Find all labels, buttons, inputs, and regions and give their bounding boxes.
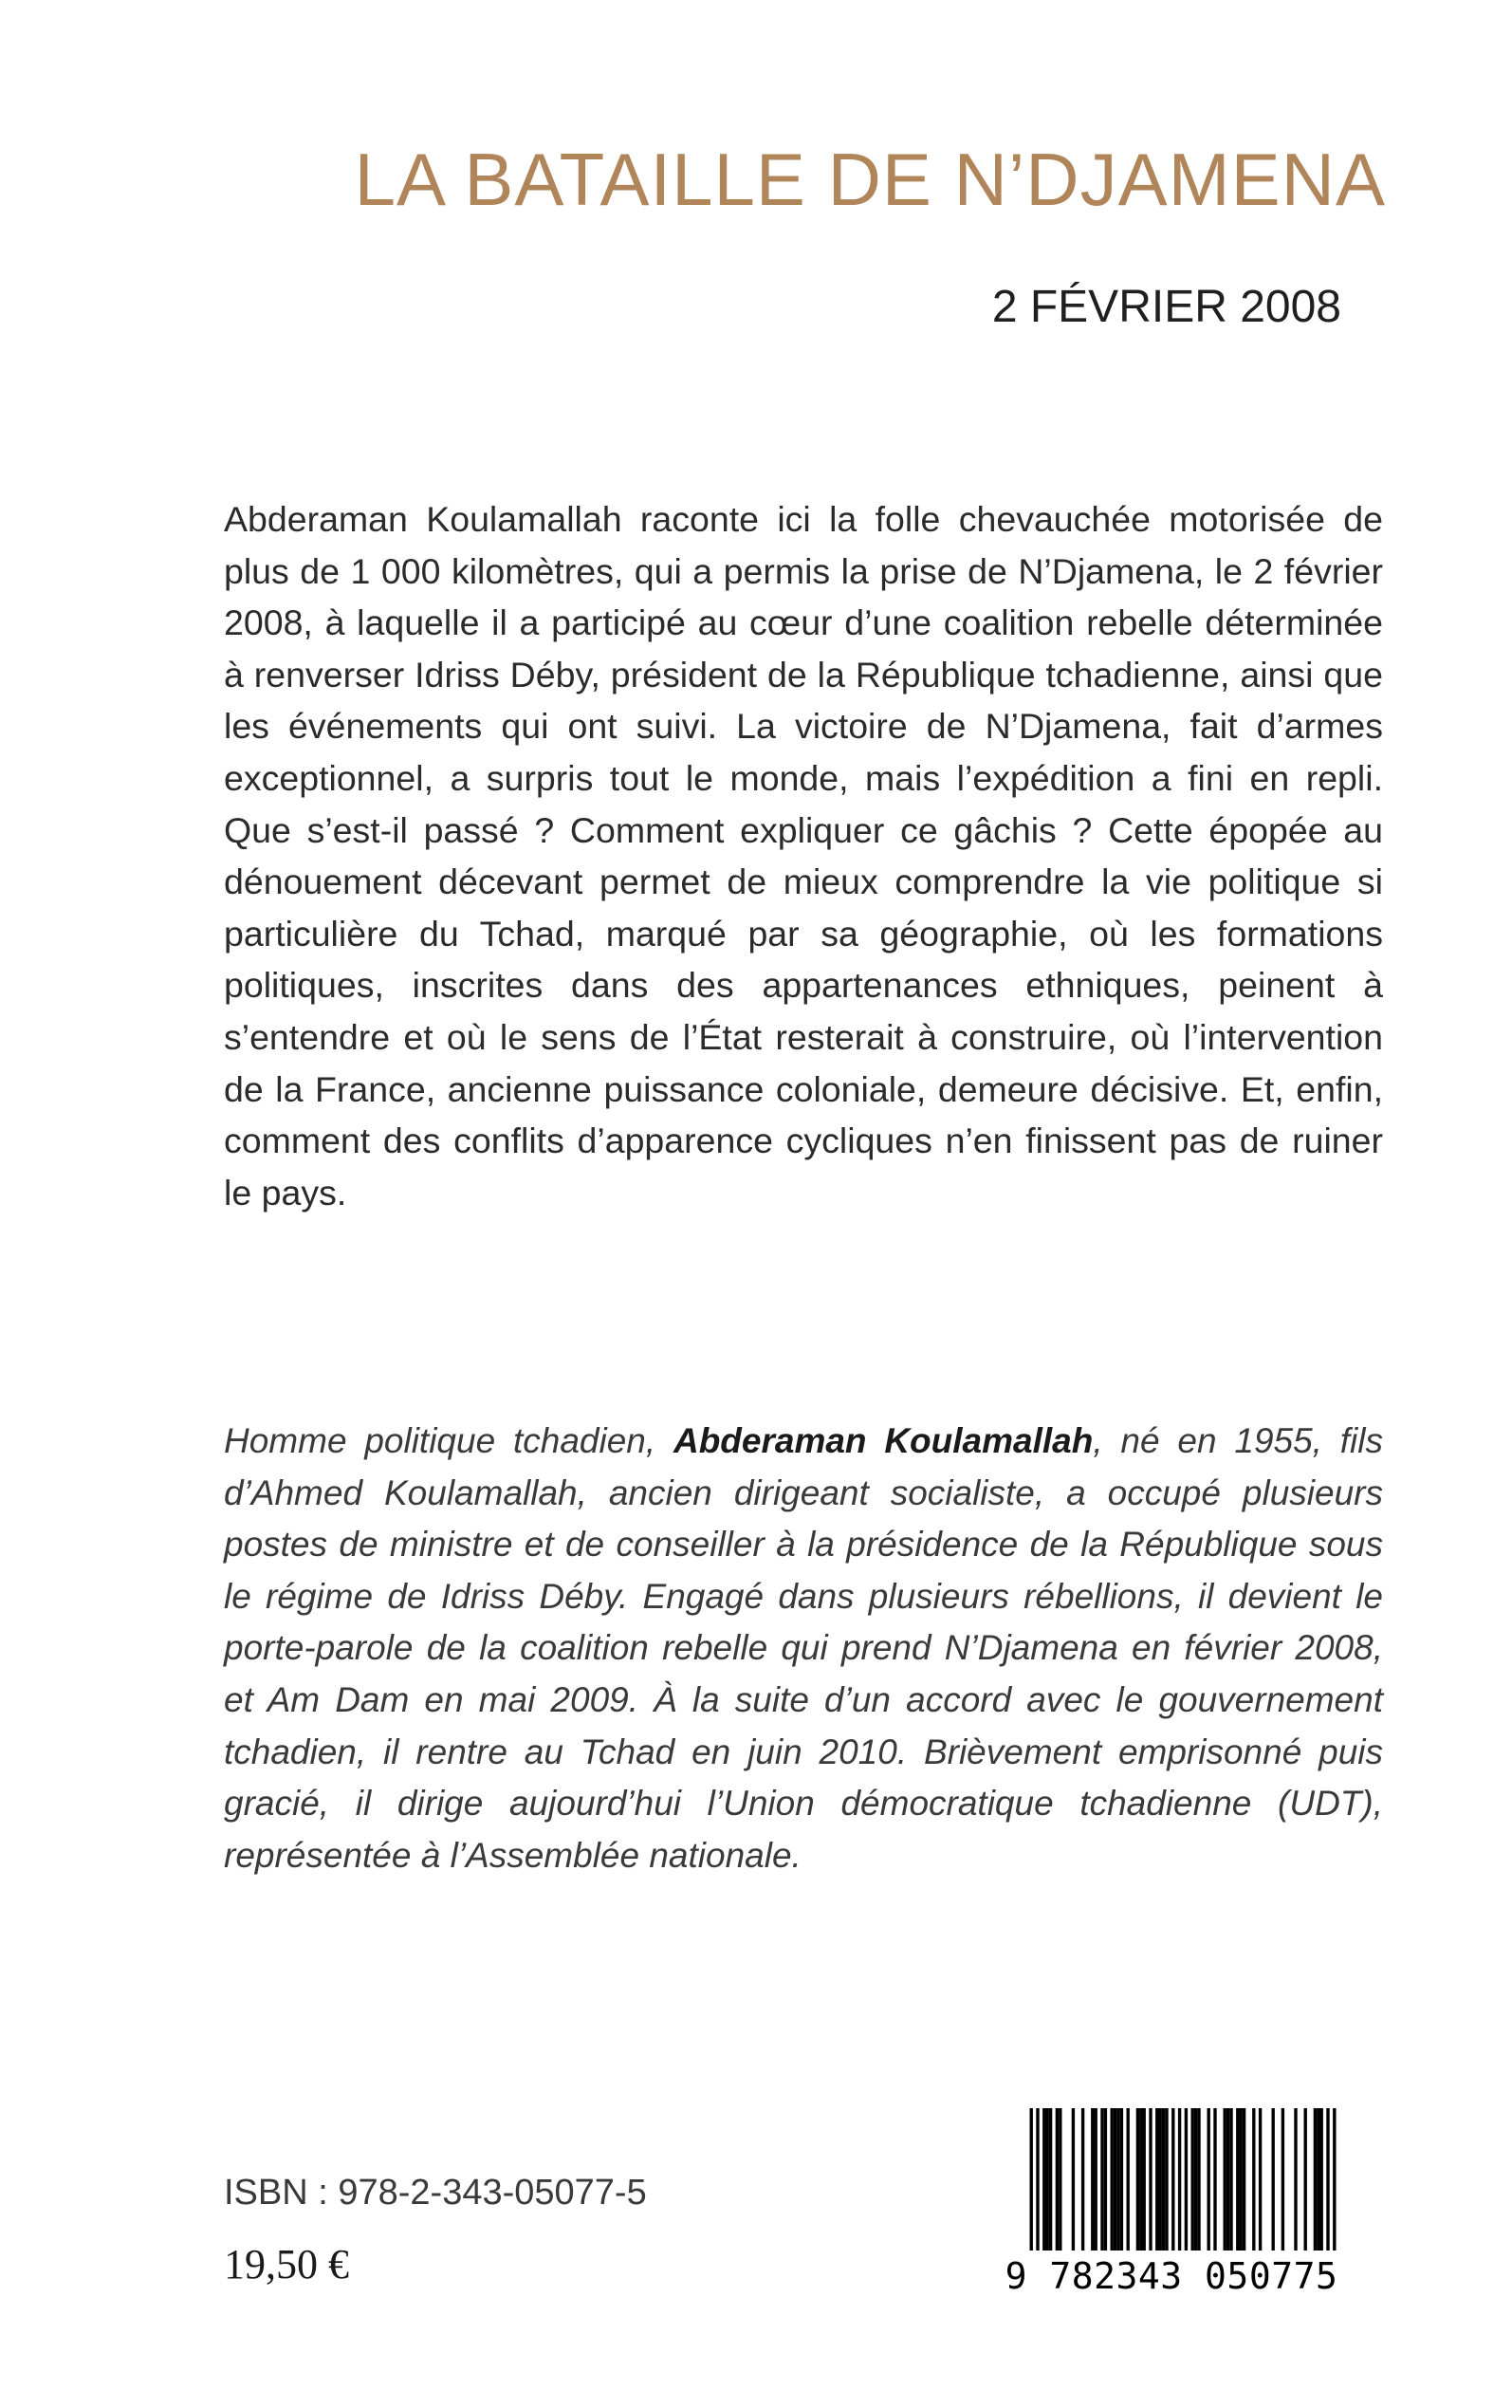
barcode-bar [1042,2108,1045,2251]
barcode-bar [1272,2108,1275,2251]
barcode-bar [1091,2108,1094,2251]
book-title: LA BATAILLE DE N’DJAMENA [354,138,1386,221]
barcode-bar [1046,2108,1049,2251]
barcode-bar [1155,2108,1158,2251]
barcode-bar [1252,2108,1255,2251]
author-bio-text: , né en 1955, fils d’Ahmed Koulamallah, ancien dirigeant socialiste, a occupé plusieurs postes de ministre et de conseiller à la présidence de la République sous le régime de Idriss Déby. Engagé dans plusieurs rébellions, il devient le porte-parole de la coalition rebelle qui prend N’Djamena en février 2008, et Am Dam en mai 2009. À la suite d’un accord avec le gouvernement tchadien, il rentre au Tchad en juin 2010. Brièvement emprisonné puis gracié, il dirige aujourd’hui l’Union démocratique tchadienne (UDT), représentée à l’Assemblée nationale. [224,1421,1383,1875]
barcode-bar [1162,2108,1165,2251]
barcode-bar [1171,2108,1174,2251]
barcode-bar [1030,2108,1033,2251]
author-bio [224,1416,1383,1881]
barcode-bar [1056,2108,1059,2251]
barcode-bar [1294,2108,1297,2251]
barcode-bar [1139,2108,1142,2251]
barcode-bar [1226,2108,1229,2251]
barcode-digits: 9 782343 050775 [1005,2255,1338,2297]
barcode-bar [1224,2108,1226,2251]
barcode-bar [1165,2108,1168,2251]
barcode-bar [1143,2108,1146,2251]
barcode-bar [1049,2108,1052,2251]
barcode-bar [1197,2108,1200,2251]
author-bio-intro: Homme politique tchadien, [224,1421,673,1460]
book-summary: Abderaman Koulamallah raconte ici la folle chevauchée motorisée de plus de 1 000 kilomètres, qui a permis la prise de N’Djamena, le 2 février 2008, à laquelle il a participé au cœur d’une coalition rebelle déterminée à renverser Idriss Déby, président de la République tchadienne, ainsi que les événements qui ont suivi. La victoire de N’Djamena, fait d’armes exceptionnel, a surpris tout le monde, mais l’expédition a fini en repli. Que s’est-il passé ? Comment expliquer ce gâchis ? Cette épopée au dénouement décevant permet de mieux comprendre la vie politique si particulière du Tchad, marqué par sa géographie, où les formations politiques, inscrites dans des appartenances ethniques, peinent à s’entendre et où le sens de l’État resterait à construire, où l’intervention de la France, ancienne puissance coloniale, demeure décisive. Et, enfin, comment des conflits d’apparence cycliques n’en finissent pas de ruiner le pays. [224,499,1383,1213]
barcode-bar [1100,2108,1103,2251]
book-price: 19,50 € [224,2241,349,2288]
barcode-bar [1326,2108,1329,2251]
barcode-bar [1236,2108,1239,2251]
barcode-bar [1213,2108,1216,2251]
barcode-bar [1317,2108,1319,2251]
barcode-bar [1320,2108,1323,2251]
barcode-bar [1036,2108,1039,2251]
barcode-bar [1149,2108,1152,2251]
barcode-bar [1116,2108,1119,2251]
barcode-bar [1243,2108,1245,2251]
barcode-bar [1120,2108,1123,2251]
barcode-bar [1111,2108,1114,2251]
barcode-bar [1136,2108,1139,2251]
barcode-bar [1282,2108,1284,2251]
barcode-bar [1095,2108,1097,2251]
barcode-bar [1304,2108,1307,2251]
barcode-bar [1059,2108,1061,2251]
barcode-bar [1194,2108,1197,2251]
barcode-bar [1191,2108,1194,2251]
barcode-bar [1159,2108,1162,2251]
barcode-bar [1208,2108,1210,2251]
barcode-bar [1333,2108,1336,2251]
barcode-bar [1185,2108,1188,2251]
book-subtitle-date: 2 FÉVRIER 2008 [991,282,1341,332]
barcode-bar [1229,2108,1232,2251]
author-name: Abderaman Koulamallah [673,1421,1094,1460]
barcode-bar [1072,2108,1075,2251]
barcode-bar [1114,2108,1116,2251]
barcode-bar [1178,2108,1181,2251]
barcode-bar [1127,2108,1130,2251]
barcode-bars [990,2108,1353,2251]
barcode-bar [1081,2108,1084,2251]
barcode-bar [1314,2108,1317,2251]
isbn-number: ISBN : 978-2-343-05077-5 [224,2173,647,2213]
barcode-bar [1104,2108,1107,2251]
barcode-bar [1259,2108,1262,2251]
barcode-bar [1240,2108,1243,2251]
